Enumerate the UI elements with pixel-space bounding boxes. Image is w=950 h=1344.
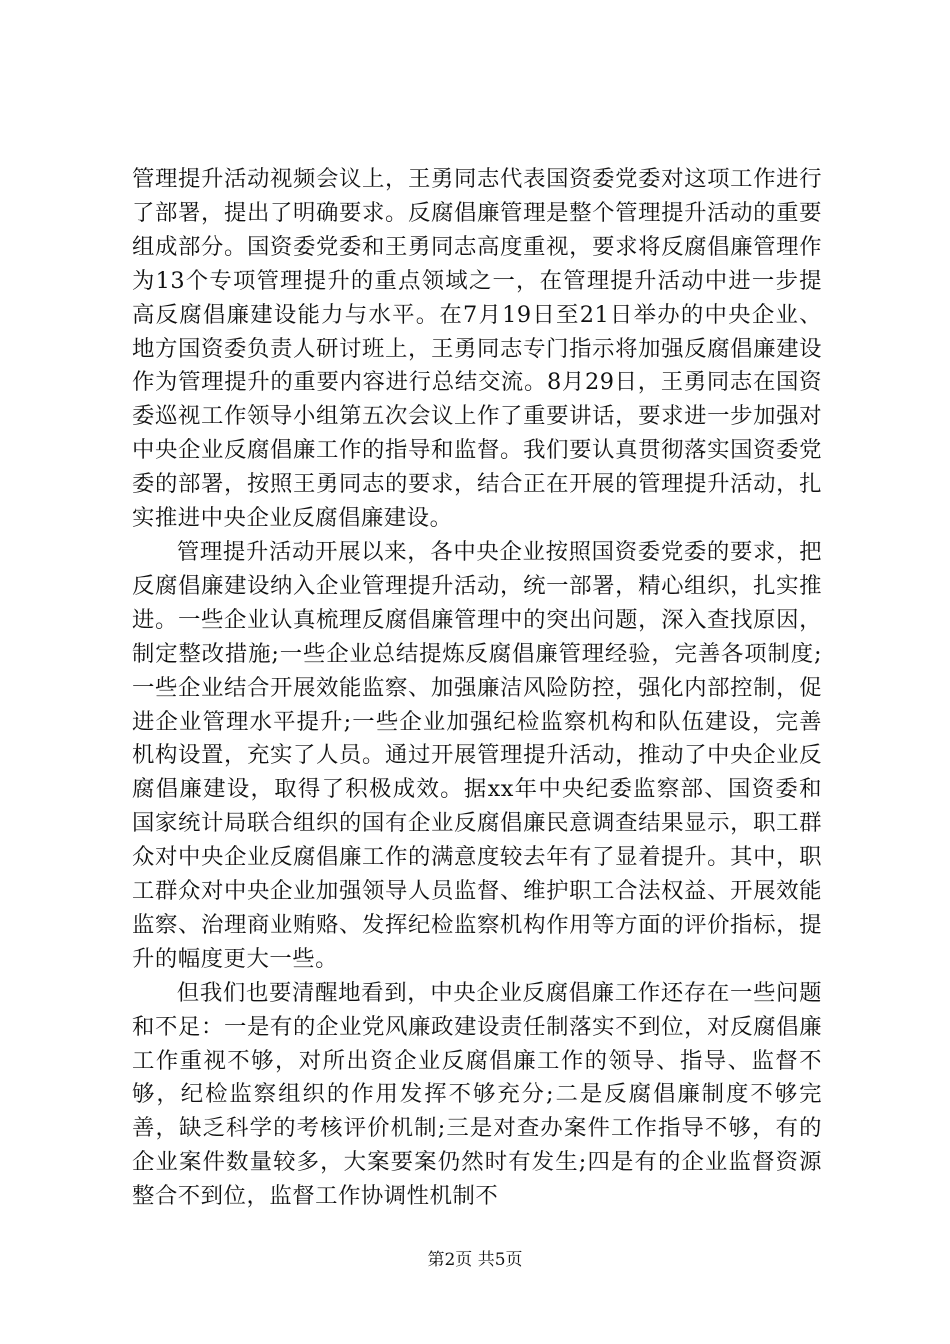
paragraph-continuation: 管理提升活动视频会议上，王勇同志代表国资委党委对这项工作进行了部署，提出了明确要求。反腐倡廉管理是整个管理提升活动的重要组成部分。国资委党委和王勇同志高度重视，要求将反腐倡廉管理作为13个专项管理提升的重点领域之一，在管理提升活动中进一步提高反腐倡廉建设能力与水平。在7月19日至21日举办的中央企业、地方国资委负责人研讨班上，王勇同志专门指示将加强反腐倡廉建设作为管理提升的重要内容进行总结交流。8月29日，王勇同志在国资委巡视工作领导小组第五次会议上作了重要讲话，要求进一步加强对中央企业反腐倡廉工作的指导和监督。我们要认真贯彻落实国资委党委的部署，按照王勇同志的要求，结合正在开展的管理提升活动，扎实推进中央企业反腐倡廉建设。: [132, 166, 822, 532]
paragraph-problems: 但我们也要清醒地看到，中央企业反腐倡廉工作还存在一些问题和不足：一是有的企业党风廉政建设责任制落实不到位，对反腐倡廉工作重视不够，对所出资企业反腐倡廉工作的领导、指导、监督不够，纪检监察组织的作用发挥不够充分;二是反腐倡廉制度不够完善，缺乏科学的考核评价机制;三是对查办案件工作指导不够，有的企业案件数量较多，大案要案仍然时有发生;四是有的企业监督资源整合不到位，监督工作协调性机制不: [132, 979, 822, 1210]
body-text: [132, 163, 822, 1214]
paragraph-achievements: 管理提升活动开展以来，各中央企业按照国资委党委的要求，把反腐倡廉建设纳入企业管理提升活动，统一部署，精心组织，扎实推进。一些企业认真梳理反腐倡廉管理中的突出问题，深入查找原因，制定整改措施;一些企业总结提炼反腐倡廉管理经验，完善各项制度;一些企业结合开展效能监察、加强廉洁风险防控，强化内部控制，促进企业管理水平提升;一些企业加强纪检监察机构和队伍建设，完善机构设置，充实了人员。通过开展管理提升活动，推动了中央企业反腐倡廉建设，取得了积极成效。据xx年中央纪委监察部、国资委和国家统计局联合组织的国有企业反腐倡廉民意调查结果显示，职工群众对中央企业反腐倡廉工作的满意度较去年有了显着提升。其中，职工群众对中央企业加强领导人员监督、维护职工合法权益、开展效能监察、治理商业贿赂、发挥纪检监察机构作用等方面的评价指标，提升的幅度更大一些。: [132, 538, 822, 972]
page-number-footer: 第2页 共5页: [427, 1250, 523, 1270]
